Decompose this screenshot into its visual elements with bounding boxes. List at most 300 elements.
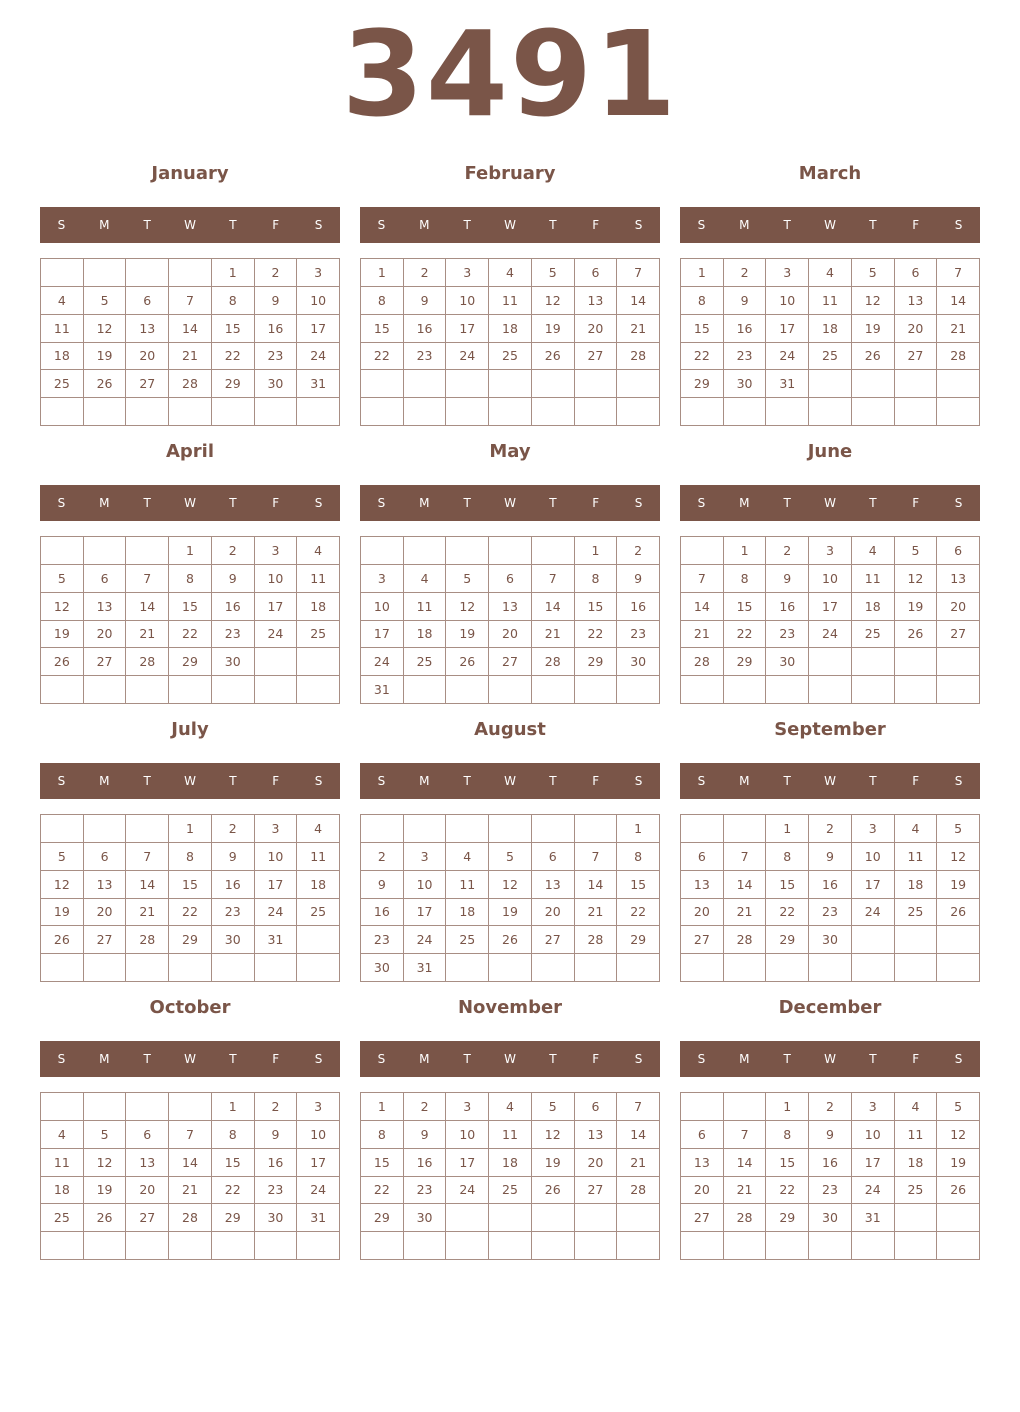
day-cell: 7: [126, 843, 169, 871]
empty-cell: [937, 1232, 980, 1260]
empty-cell: [446, 1204, 489, 1232]
empty-cell: [404, 398, 447, 426]
month-march: [680, 159, 980, 429]
day-cell: 22: [617, 899, 660, 927]
day-cell: 16: [809, 871, 852, 899]
day-cell: 9: [766, 565, 809, 593]
day-cell: 16: [212, 593, 255, 621]
empty-cell: [681, 954, 724, 982]
day-cell: 16: [724, 315, 767, 343]
weekday-label: T: [229, 496, 237, 510]
month-name: May: [489, 441, 531, 462]
weekday-label: T: [549, 774, 557, 788]
day-cell: 23: [809, 1177, 852, 1205]
day-cell: 18: [852, 593, 895, 621]
day-cell: 24: [809, 621, 852, 649]
day-cell: 3: [852, 1093, 895, 1121]
day-cell: 18: [297, 871, 340, 899]
day-cell: 1: [169, 815, 212, 843]
day-cell: 28: [126, 926, 169, 954]
day-cell: 16: [255, 1149, 298, 1177]
weekday-label: S: [697, 218, 706, 232]
empty-cell: [852, 398, 895, 426]
day-cell: 27: [532, 926, 575, 954]
day-cell: 29: [681, 370, 724, 398]
weekday-label: F: [912, 1052, 920, 1066]
day-cell: 5: [84, 1121, 127, 1149]
day-cell: 17: [361, 621, 404, 649]
day-cell: 8: [169, 843, 212, 871]
day-cell: 30: [724, 370, 767, 398]
weekday-label: F: [912, 496, 920, 510]
day-cell: 21: [126, 899, 169, 927]
weekday-label: T: [229, 774, 237, 788]
day-cell: 3: [297, 1093, 340, 1121]
empty-cell: [361, 815, 404, 843]
day-cell: 29: [724, 648, 767, 676]
day-cell: 5: [41, 565, 84, 593]
day-cell: 11: [489, 1121, 532, 1149]
day-cell: 22: [212, 1177, 255, 1205]
empty-cell: [937, 1204, 980, 1232]
day-cell: 11: [404, 593, 447, 621]
month-july: [40, 715, 340, 985]
empty-cell: [255, 954, 298, 982]
day-grid: [40, 814, 340, 982]
empty-cell: [361, 537, 404, 565]
day-cell: 24: [446, 343, 489, 371]
day-cell: 23: [404, 1177, 447, 1205]
day-cell: 28: [724, 1204, 767, 1232]
empty-cell: [489, 815, 532, 843]
empty-cell: [212, 1232, 255, 1260]
day-cell: 26: [84, 1204, 127, 1232]
empty-cell: [532, 1204, 575, 1232]
weekday-label: W: [504, 496, 516, 510]
empty-cell: [809, 370, 852, 398]
empty-cell: [404, 676, 447, 704]
day-cell: 21: [937, 315, 980, 343]
day-cell: 4: [809, 259, 852, 287]
weekday-label: W: [184, 774, 196, 788]
day-cell: 8: [766, 1121, 809, 1149]
day-cell: 19: [489, 899, 532, 927]
empty-cell: [532, 1232, 575, 1260]
empty-cell: [446, 1232, 489, 1260]
empty-cell: [575, 370, 618, 398]
day-cell: 3: [255, 537, 298, 565]
day-cell: 23: [255, 1177, 298, 1205]
weekday-label: S: [314, 496, 323, 510]
weekday-label: W: [824, 774, 836, 788]
empty-cell: [84, 1232, 127, 1260]
weekday-label: T: [783, 496, 791, 510]
day-cell: 4: [297, 537, 340, 565]
day-cell: 19: [895, 593, 938, 621]
day-cell: 8: [212, 287, 255, 315]
day-cell: 2: [766, 537, 809, 565]
day-cell: 5: [895, 537, 938, 565]
empty-cell: [852, 954, 895, 982]
day-cell: 14: [724, 871, 767, 899]
day-cell: 20: [489, 621, 532, 649]
empty-cell: [852, 1232, 895, 1260]
day-cell: 18: [895, 871, 938, 899]
empty-cell: [404, 1232, 447, 1260]
day-cell: 13: [489, 593, 532, 621]
day-cell: 9: [617, 565, 660, 593]
day-cell: 19: [937, 871, 980, 899]
day-cell: 20: [937, 593, 980, 621]
day-cell: 10: [297, 287, 340, 315]
day-cell: 22: [724, 621, 767, 649]
empty-cell: [361, 398, 404, 426]
day-cell: 10: [404, 871, 447, 899]
empty-cell: [84, 259, 127, 287]
day-cell: 13: [575, 1121, 618, 1149]
month-name: December: [778, 997, 882, 1018]
day-cell: 26: [852, 343, 895, 371]
day-cell: 29: [169, 926, 212, 954]
day-cell: 9: [255, 1121, 298, 1149]
day-grid: [360, 814, 660, 982]
day-cell: 22: [575, 621, 618, 649]
weekday-label: F: [912, 218, 920, 232]
weekday-label: S: [57, 1052, 66, 1066]
empty-cell: [532, 676, 575, 704]
day-cell: 9: [212, 843, 255, 871]
day-cell: 14: [575, 871, 618, 899]
empty-cell: [724, 1232, 767, 1260]
weekday-header: [680, 1041, 980, 1077]
day-cell: 31: [297, 370, 340, 398]
month-april: [40, 437, 340, 707]
day-cell: 4: [446, 843, 489, 871]
weekday-label: F: [592, 496, 600, 510]
day-cell: 9: [212, 565, 255, 593]
day-cell: 26: [41, 926, 84, 954]
day-cell: 22: [169, 621, 212, 649]
day-cell: 25: [404, 648, 447, 676]
weekday-label: W: [824, 496, 836, 510]
day-cell: 25: [852, 621, 895, 649]
day-cell: 14: [169, 1149, 212, 1177]
day-cell: 12: [41, 593, 84, 621]
day-cell: 25: [41, 370, 84, 398]
day-cell: 10: [361, 593, 404, 621]
day-cell: 6: [681, 1121, 724, 1149]
day-cell: 5: [532, 1093, 575, 1121]
empty-cell: [84, 398, 127, 426]
empty-cell: [532, 954, 575, 982]
day-cell: 4: [895, 815, 938, 843]
month-name: March: [798, 163, 862, 184]
empty-cell: [724, 954, 767, 982]
empty-cell: [126, 954, 169, 982]
month-december: [680, 993, 980, 1263]
day-cell: 8: [361, 1121, 404, 1149]
weekday-label: W: [824, 218, 836, 232]
month-august: [360, 715, 660, 985]
month-name: July: [171, 719, 209, 740]
weekday-label: T: [783, 774, 791, 788]
empty-cell: [126, 398, 169, 426]
day-grid: [680, 1092, 980, 1260]
month-may: [360, 437, 660, 707]
day-cell: 20: [126, 1177, 169, 1205]
day-cell: 3: [809, 537, 852, 565]
weekday-label: M: [739, 218, 750, 232]
day-cell: 10: [255, 565, 298, 593]
day-cell: 16: [404, 315, 447, 343]
empty-cell: [41, 815, 84, 843]
empty-cell: [404, 370, 447, 398]
empty-cell: [446, 398, 489, 426]
day-cell: 21: [617, 1149, 660, 1177]
weekday-label: M: [739, 774, 750, 788]
day-cell: 25: [446, 926, 489, 954]
day-cell: 7: [724, 843, 767, 871]
day-cell: 17: [852, 1149, 895, 1177]
weekday-label: T: [869, 496, 877, 510]
day-cell: 16: [212, 871, 255, 899]
month-name: February: [464, 163, 556, 184]
day-cell: 18: [297, 593, 340, 621]
month-name: April: [165, 441, 215, 462]
month-june: [680, 437, 980, 707]
day-cell: 13: [681, 1149, 724, 1177]
day-cell: 21: [169, 343, 212, 371]
day-cell: 13: [84, 593, 127, 621]
weekday-label: S: [634, 1052, 643, 1066]
empty-cell: [84, 537, 127, 565]
day-cell: 24: [361, 648, 404, 676]
day-cell: 24: [766, 343, 809, 371]
empty-cell: [446, 676, 489, 704]
weekday-label: T: [783, 218, 791, 232]
empty-cell: [895, 370, 938, 398]
day-cell: 5: [852, 259, 895, 287]
day-grid: [40, 1092, 340, 1260]
empty-cell: [297, 926, 340, 954]
day-cell: 9: [361, 871, 404, 899]
weekday-label: S: [634, 218, 643, 232]
day-cell: 19: [532, 315, 575, 343]
empty-cell: [404, 537, 447, 565]
empty-cell: [126, 1093, 169, 1121]
empty-cell: [766, 398, 809, 426]
day-cell: 25: [895, 1177, 938, 1205]
month-september: [680, 715, 980, 985]
day-cell: 23: [212, 899, 255, 927]
empty-cell: [852, 648, 895, 676]
month-january: [40, 159, 340, 429]
day-cell: 29: [766, 1204, 809, 1232]
day-cell: 23: [255, 343, 298, 371]
weekday-label: M: [739, 1052, 750, 1066]
empty-cell: [617, 954, 660, 982]
day-cell: 13: [84, 871, 127, 899]
empty-cell: [681, 676, 724, 704]
day-cell: 17: [404, 899, 447, 927]
day-cell: 7: [532, 565, 575, 593]
day-cell: 11: [895, 843, 938, 871]
day-cell: 18: [41, 1177, 84, 1205]
day-cell: 29: [169, 648, 212, 676]
day-cell: 14: [724, 1149, 767, 1177]
day-cell: 5: [446, 565, 489, 593]
day-cell: 22: [169, 899, 212, 927]
day-cell: 10: [852, 843, 895, 871]
day-cell: 14: [532, 593, 575, 621]
day-cell: 15: [169, 593, 212, 621]
weekday-label: S: [377, 218, 386, 232]
day-cell: 7: [575, 843, 618, 871]
day-cell: 7: [169, 287, 212, 315]
day-cell: 6: [937, 537, 980, 565]
day-cell: 31: [852, 1204, 895, 1232]
weekday-label: T: [463, 1052, 471, 1066]
day-cell: 7: [724, 1121, 767, 1149]
day-cell: 23: [212, 621, 255, 649]
weekday-label: M: [419, 218, 430, 232]
day-cell: 2: [724, 259, 767, 287]
day-cell: 10: [766, 287, 809, 315]
weekday-label: T: [143, 774, 151, 788]
day-cell: 7: [617, 1093, 660, 1121]
day-cell: 12: [532, 287, 575, 315]
empty-cell: [809, 954, 852, 982]
empty-cell: [84, 1093, 127, 1121]
empty-cell: [212, 398, 255, 426]
day-cell: 2: [361, 843, 404, 871]
weekday-label: S: [697, 774, 706, 788]
day-cell: 21: [617, 315, 660, 343]
empty-cell: [575, 1204, 618, 1232]
day-cell: 19: [852, 315, 895, 343]
day-cell: 30: [404, 1204, 447, 1232]
day-cell: 21: [681, 621, 724, 649]
empty-cell: [169, 1232, 212, 1260]
day-cell: 23: [404, 343, 447, 371]
day-cell: 27: [937, 621, 980, 649]
day-cell: 11: [41, 1149, 84, 1177]
day-cell: 13: [126, 315, 169, 343]
day-cell: 30: [766, 648, 809, 676]
day-grid: [40, 536, 340, 704]
day-cell: 21: [724, 1177, 767, 1205]
empty-cell: [532, 537, 575, 565]
day-cell: 20: [575, 315, 618, 343]
empty-cell: [937, 648, 980, 676]
day-cell: 27: [575, 343, 618, 371]
day-cell: 24: [404, 926, 447, 954]
day-cell: 28: [169, 370, 212, 398]
day-cell: 6: [681, 843, 724, 871]
day-cell: 27: [489, 648, 532, 676]
empty-cell: [41, 954, 84, 982]
day-cell: 6: [126, 287, 169, 315]
day-cell: 8: [617, 843, 660, 871]
empty-cell: [489, 398, 532, 426]
empty-cell: [852, 370, 895, 398]
day-cell: 30: [212, 648, 255, 676]
weekday-label: F: [592, 1052, 600, 1066]
day-cell: 22: [361, 1177, 404, 1205]
empty-cell: [84, 676, 127, 704]
empty-cell: [617, 676, 660, 704]
day-cell: 15: [361, 315, 404, 343]
empty-cell: [895, 1204, 938, 1232]
day-cell: 27: [126, 1204, 169, 1232]
day-cell: 1: [681, 259, 724, 287]
empty-cell: [681, 815, 724, 843]
weekday-label: W: [184, 218, 196, 232]
empty-cell: [126, 259, 169, 287]
day-cell: 21: [532, 621, 575, 649]
day-cell: 19: [937, 1149, 980, 1177]
empty-cell: [895, 926, 938, 954]
day-cell: 18: [809, 315, 852, 343]
day-cell: 10: [446, 1121, 489, 1149]
day-cell: 1: [766, 815, 809, 843]
day-cell: 29: [617, 926, 660, 954]
day-cell: 4: [41, 287, 84, 315]
day-cell: 31: [255, 926, 298, 954]
year-title: 3491: [341, 5, 679, 143]
day-cell: 2: [255, 1093, 298, 1121]
day-cell: 11: [852, 565, 895, 593]
day-cell: 19: [41, 621, 84, 649]
day-cell: 1: [169, 537, 212, 565]
weekday-label: W: [824, 1052, 836, 1066]
month-name: August: [474, 719, 546, 740]
empty-cell: [126, 815, 169, 843]
day-cell: 22: [212, 343, 255, 371]
day-cell: 3: [766, 259, 809, 287]
day-cell: 23: [361, 926, 404, 954]
day-cell: 6: [575, 1093, 618, 1121]
empty-cell: [84, 954, 127, 982]
day-cell: 15: [766, 1149, 809, 1177]
weekday-label: S: [697, 1052, 706, 1066]
day-cell: 5: [937, 1093, 980, 1121]
month-name: September: [774, 719, 886, 740]
empty-cell: [724, 676, 767, 704]
day-cell: 26: [489, 926, 532, 954]
day-cell: 26: [532, 343, 575, 371]
day-cell: 1: [575, 537, 618, 565]
day-cell: 24: [852, 899, 895, 927]
day-cell: 1: [361, 1093, 404, 1121]
weekday-label: S: [57, 774, 66, 788]
day-cell: 5: [84, 287, 127, 315]
day-cell: 30: [809, 926, 852, 954]
empty-cell: [724, 1093, 767, 1121]
day-cell: 15: [617, 871, 660, 899]
day-cell: 28: [937, 343, 980, 371]
day-cell: 25: [809, 343, 852, 371]
day-cell: 3: [404, 843, 447, 871]
day-cell: 13: [681, 871, 724, 899]
day-cell: 23: [809, 899, 852, 927]
day-cell: 2: [404, 1093, 447, 1121]
day-cell: 7: [617, 259, 660, 287]
day-grid: [680, 258, 980, 426]
day-cell: 24: [852, 1177, 895, 1205]
weekday-label: T: [869, 774, 877, 788]
day-cell: 10: [809, 565, 852, 593]
